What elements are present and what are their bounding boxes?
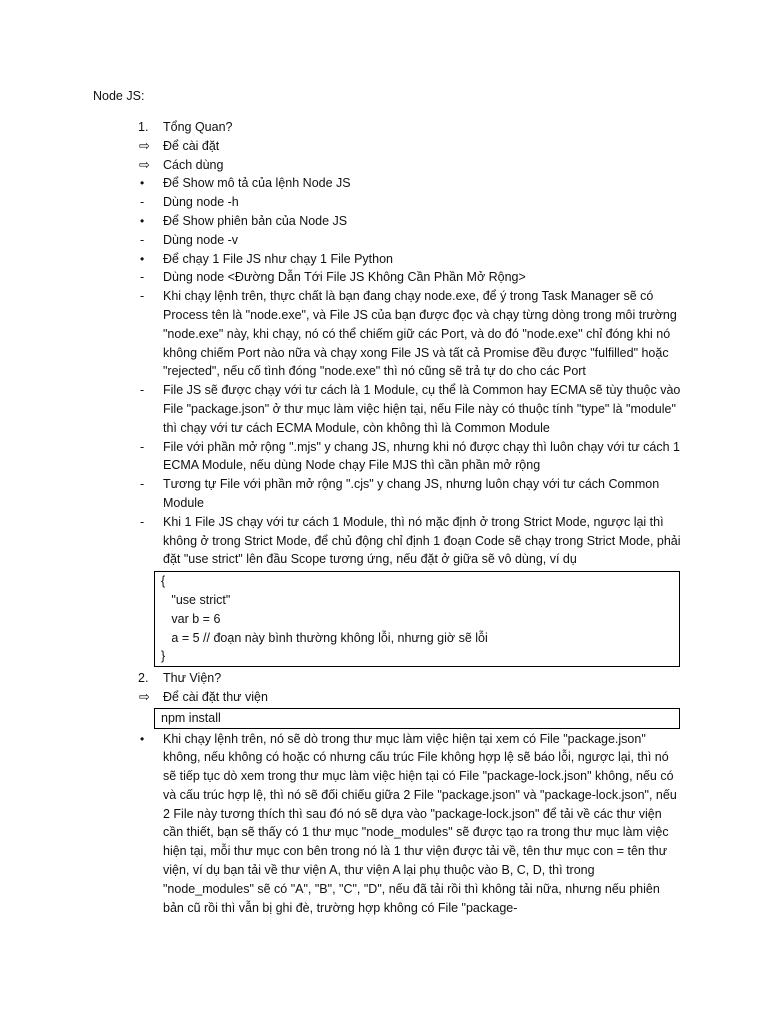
list-item	[138, 513, 683, 569]
bullet-icon: •	[140, 213, 145, 228]
list-number: 1.	[138, 120, 149, 134]
document-heading: Node JS:	[93, 89, 145, 103]
list-item	[138, 268, 683, 287]
list-item-text: Để chạy 1 File JS như chạy 1 File Python	[163, 251, 394, 266]
list-item	[138, 118, 683, 137]
code-line: npm install	[161, 710, 221, 725]
dash-marker: -	[140, 195, 145, 210]
list-item-text: Tương tự File với phần mở rộng ".cjs" y chang JS, nhưng luôn chạy với tư cách Common Module	[163, 477, 660, 510]
list-item	[138, 137, 683, 156]
list-item-text: Để cài đặt thư viện	[163, 689, 268, 704]
dash-marker: -	[140, 232, 145, 247]
bullet-icon: •	[140, 731, 145, 746]
notes-list-install-details	[138, 730, 683, 918]
list-item-text: Dùng node <Đường Dẫn Tới File JS Không Cần Phần Mở Rộng>	[163, 270, 526, 285]
arrow-bullet-icon: ⇨	[139, 137, 150, 153]
list-item-text: Dùng node -v	[163, 232, 239, 247]
code-line: var b = 6	[161, 611, 221, 626]
list-item-text: Khi 1 File JS chạy với tư cách 1 Module, thì nó mặc định ở trong Strict Mode, ngược lại thì không ở trong Strict Mode, để chủ động chỉ định 1 đoạn Code sẽ chạy trong Strict Mode, phải đặt "use strict" lên đầu Scope tương ứng, nếu đặt ở giữa sẽ vô dùng, ví dụ	[163, 514, 681, 567]
list-item-text: Dùng node -h	[163, 195, 239, 210]
list-item-text: Khi chạy lệnh trên, thực chất là bạn đang chạy node.exe, để ý trong Task Manager sẽ có Process tên là "node.exe", và File JS của bạn được đọc và chạy từng dòng trong môi trường "node.exe" này, khi chạy, nó có thể chiếm giữ các Port, và do đó "node.exe" chỉ đóng khi nó không chiếm Port nào nữa và chạy xong File JS và tất cả Promise đều được "fulfilled" hoặc "rejected", nếu cố tình đóng "node.exe" thì nó cũng sẽ trả tự do cho các Port	[163, 289, 677, 379]
list-item-text: File với phần mở rộng ".mjs" y chang JS, nhưng khi nó được chạy thì luôn chạy với tư cách 1 ECMA Module, nếu dùng Node chạy File MJS thì cần phần mở rộng	[163, 439, 680, 473]
list-item	[138, 287, 683, 381]
list-item-text: Để Show phiên bản của Node JS	[163, 213, 348, 228]
dash-marker: -	[140, 270, 145, 285]
code-line: {	[161, 574, 166, 589]
code-line: }	[161, 649, 166, 664]
notes-list-library	[138, 669, 683, 707]
dash-marker: -	[140, 514, 145, 529]
dash-marker: -	[140, 477, 145, 492]
list-item	[138, 688, 683, 707]
list-item	[138, 730, 683, 918]
list-item-text: File JS sẽ được chạy với tư cách là 1 Module, cụ thể là Common hay ECMA sẽ tùy thuộc vào File "package.json" ở thư mục làm việc hiện tại, nếu File này có thuộc tính "type" là "module" thì chạy với tư cách ECMA Module, còn không thì là Common Module	[163, 383, 681, 435]
list-item-text: Cách dùng	[163, 157, 224, 172]
list-item	[138, 174, 683, 193]
list-item	[138, 156, 683, 175]
code-line: "use strict"	[161, 592, 231, 607]
list-item	[138, 212, 683, 231]
code-block-npm-install	[154, 708, 680, 729]
list-item	[138, 250, 683, 269]
bullet-icon: •	[140, 251, 145, 266]
arrow-bullet-icon: ⇨	[139, 156, 150, 172]
code-block-strict-mode	[154, 571, 680, 667]
list-item-text: Thư Viện?	[163, 671, 222, 686]
list-item	[138, 381, 683, 437]
list-number: 2.	[138, 671, 149, 686]
list-item-text: Khi chạy lệnh trên, nó sẽ dò trong thư mục làm việc hiện tại xem có File "package.json" không, nếu không có hoặc có nhưng cấu trúc File không hợp lệ sẽ báo lỗi, ngược lại, thì nó sẽ tiếp tục dò xem trong thư mục làm việc hiện tại có File "package-lock.json" không, nếu có và cấu trúc hợp lệ, thì nó sẽ đối chiếu giữa 2 File "package.json" và "package-lock.json", nếu 2 File này tương thích thì sau đó nó sẽ dựa vào "package-lock.json" để tải về các thư viện cần thiết, bạn sẽ thấy có 1 thư mục "node_modules" sẽ được tạo ra trong thư mục làm việc hiện tại, mỗi thư mục con bên trong nó là 1 thư viện được tải về, tên thư mục con = tên thư viện, ví dụ bạn tải về thư viện A, thư viện A lại phụ thuộc vào B, C, D, thì trong "node_modules" sẽ có "A", "B", "C", "D", nếu đã tải rồi thì không tải nữa, nhưng nếu phiên bản cũ rồi thì vẫn bị ghi đè, trường hợp không có File "package-	[163, 731, 677, 915]
bullet-icon: •	[140, 176, 145, 191]
list-item	[138, 438, 683, 476]
list-item-text: Tổng Quan?	[163, 120, 233, 134]
list-item-text: Để Show mô tả của lệnh Node JS	[163, 176, 351, 191]
document-body	[138, 118, 683, 917]
list-item	[138, 231, 683, 250]
list-item	[138, 193, 683, 212]
notes-list-overview	[138, 118, 683, 569]
list-item-text: Để cài đặt	[163, 138, 220, 153]
list-item	[138, 669, 683, 688]
list-item	[138, 475, 683, 513]
code-line: a = 5 // đoạn này bình thường không lỗi, nhưng giờ sẽ lỗi	[161, 630, 488, 645]
dash-marker: -	[140, 439, 145, 454]
arrow-bullet-icon: ⇨	[139, 688, 150, 704]
dash-marker: -	[140, 289, 145, 304]
dash-marker: -	[140, 383, 145, 398]
